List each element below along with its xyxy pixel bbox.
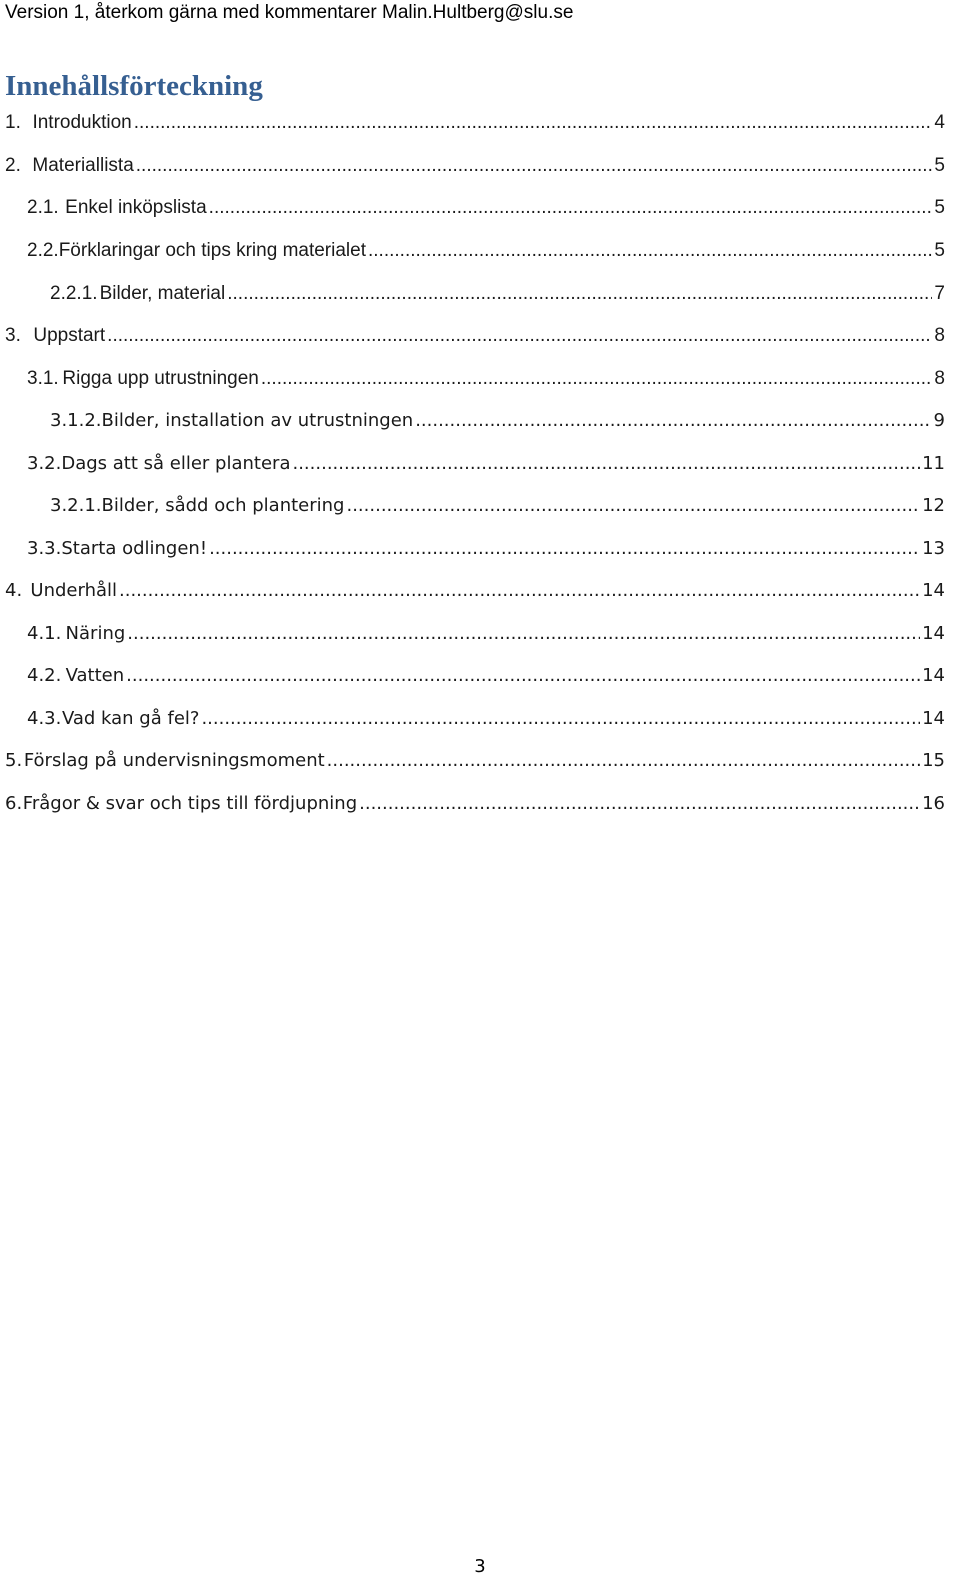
toc-entry-2[interactable] — [5, 155, 945, 185]
toc-entry-page: 5 — [934, 197, 945, 218]
toc-entry-number: 4.2. — [27, 665, 62, 686]
toc-entry-page: 12 — [922, 495, 945, 516]
toc-entry-label: Rigga upp utrustningen — [62, 368, 259, 389]
toc-entry-6[interactable] — [5, 793, 945, 823]
toc-entry-3-2-1[interactable] — [50, 495, 945, 525]
toc-entry-1[interactable] — [5, 112, 945, 142]
toc-entry-page: 8 — [934, 325, 945, 346]
toc-entry-3-2[interactable] — [27, 453, 945, 483]
toc-entry-5[interactable] — [5, 750, 945, 780]
toc-leader-dots — [327, 750, 920, 771]
toc-entry-label: Introduktion — [32, 112, 132, 133]
toc-entry-page: 14 — [922, 623, 945, 644]
toc-entry-3-1-2[interactable] — [50, 410, 945, 440]
toc-entry-label: Näring — [65, 623, 126, 644]
toc-leader-dots — [261, 368, 933, 390]
toc-entry-4[interactable] — [5, 580, 945, 610]
toc-entry-page: 11 — [922, 453, 945, 474]
toc-title: Innehållsförteckning — [5, 70, 263, 102]
toc-entry-number: 1. — [5, 112, 21, 133]
toc-entry-page: 15 — [922, 750, 945, 771]
toc-entry-label: Vad kan gå fel? — [61, 708, 200, 729]
toc-leader-dots — [119, 580, 920, 601]
toc-entry-2-2-1[interactable] — [50, 283, 945, 313]
toc-entry-page: 8 — [934, 368, 945, 389]
toc-entry-4-3[interactable] — [27, 708, 945, 738]
toc-entry-label: Enkel inköpslista — [65, 197, 207, 218]
toc-entry-4-1[interactable] — [27, 623, 945, 653]
toc-entry-number: 2.2. — [27, 240, 59, 261]
toc-entry-number: 2. — [5, 155, 21, 176]
toc-entry-label: Bilder, material — [99, 283, 226, 304]
toc-entry-number: 3.1. — [27, 368, 59, 389]
toc-entry-page: 7 — [934, 283, 945, 304]
page-number: 3 — [474, 1556, 486, 1577]
toc-entry-label: Dags att så eller plantera — [61, 453, 291, 474]
toc-entry-number: 4.3. — [27, 708, 62, 729]
toc-leader-dots — [227, 283, 932, 305]
toc-entry-label: Starta odlingen! — [61, 538, 208, 559]
toc-entry-number: 4. — [5, 580, 23, 601]
toc-leader-dots — [209, 538, 920, 559]
toc-leader-dots — [107, 325, 932, 347]
toc-entry-3[interactable] — [5, 325, 945, 355]
toc-leader-dots — [209, 197, 933, 219]
toc-leader-dots — [368, 240, 932, 262]
toc-entry-number: 5. — [5, 750, 23, 771]
toc-entry-3-3[interactable] — [27, 538, 945, 568]
toc-entry-2-1[interactable] — [27, 197, 945, 227]
toc-entry-number: 3. — [5, 325, 21, 346]
toc-entry-page: 14 — [922, 580, 945, 601]
toc-leader-dots — [292, 453, 920, 474]
toc-entry-page: 5 — [934, 155, 945, 176]
toc-entry-label: Förklaringar och tips kring materialet — [58, 240, 366, 261]
toc-entry-4-2[interactable] — [27, 665, 945, 695]
toc-leader-dots — [136, 155, 933, 177]
toc-entry-label: Underhåll — [30, 580, 118, 601]
toc-entry-page: 13 — [922, 538, 945, 559]
toc-entry-label: Förslag på undervisningsmoment — [23, 750, 325, 771]
toc-entry-page: 14 — [922, 665, 945, 686]
toc-entry-number: 3.3. — [27, 538, 62, 559]
toc-entry-page: 9 — [933, 410, 945, 431]
toc-entry-page: 4 — [934, 112, 945, 133]
toc-entry-label: Frågor & svar och tips till fördjupning — [22, 793, 358, 814]
toc-leader-dots — [201, 708, 920, 729]
toc-entry-number: 2.1. — [27, 197, 59, 218]
page-header: Version 1, återkom gärna med kommentarer Malin.Hultberg@slu.se — [5, 2, 574, 23]
toc-leader-dots — [359, 793, 920, 814]
toc-leader-dots — [346, 495, 920, 516]
toc-entry-number: 4.1. — [27, 623, 62, 644]
toc-entry-number: 3.2.1. — [50, 495, 102, 516]
toc-entry-number: 2.2.1. — [50, 283, 98, 304]
toc-entry-page: 14 — [922, 708, 945, 729]
toc-entry-page: 5 — [934, 240, 945, 261]
toc-leader-dots — [126, 665, 920, 686]
toc-leader-dots — [127, 623, 920, 644]
toc-entry-page: 16 — [922, 793, 945, 814]
toc-entry-label: Bilder, sådd och plantering — [101, 495, 345, 516]
toc-leader-dots — [134, 112, 933, 134]
toc-entry-2-2[interactable] — [27, 240, 945, 270]
toc-entry-label: Vatten — [65, 665, 125, 686]
toc-entry-label: Bilder, installation av utrustningen — [101, 410, 414, 431]
toc-entry-3-1[interactable] — [27, 368, 945, 398]
toc-entry-label: Uppstart — [33, 325, 106, 346]
toc-entry-number: 3.1.2. — [50, 410, 102, 431]
toc-entry-number: 6. — [5, 793, 23, 814]
toc-entry-number: 3.2. — [27, 453, 62, 474]
toc-leader-dots — [415, 410, 931, 431]
toc-entry-label: Materiallista — [32, 155, 134, 176]
